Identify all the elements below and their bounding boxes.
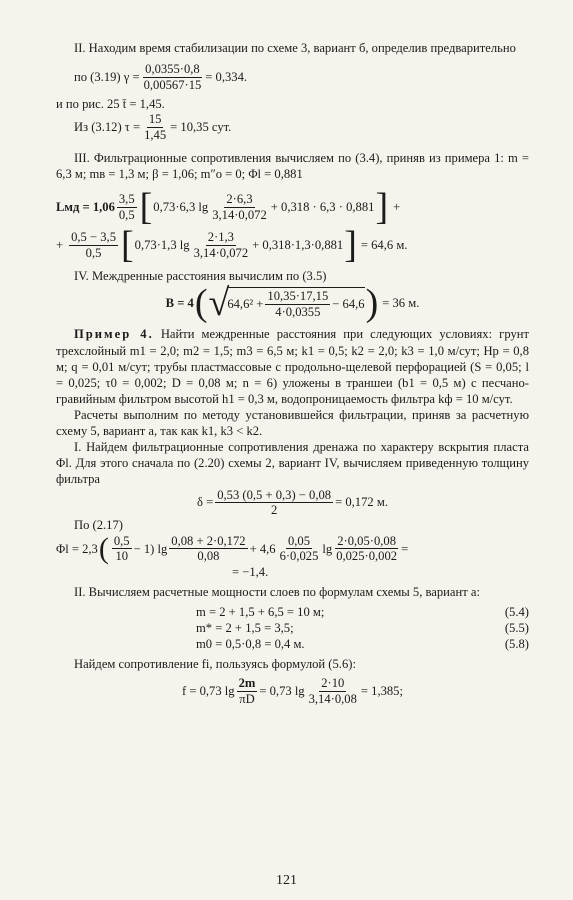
paragraph-resistance: I. Найдем фильтрационные сопротивления дренажа по характеру вскрытия пласта Φl. Для этого сначала по (2.20) схемы 2, вариант IV, вычисляем приведенную толщину фильтра bbox=[56, 440, 529, 487]
paragraph-stabilization: II. Находим время стабилизации по схеме 3, вариант б, определив предварительно bbox=[74, 41, 516, 55]
line-po-2-17: По (2.17) bbox=[74, 518, 123, 533]
paragraph-filtration: III. Фильтрационные сопротивления вычисляем по (3.4), приняв из примера 1: m = 6,3 м; mв = 1,3 м; β = 1,06; m″о = 0; Φl = 0,881 bbox=[56, 151, 529, 182]
equations-layers bbox=[56, 604, 529, 652]
line-figure-ref: и по рис. 25 t̄ = 1,45. bbox=[56, 97, 165, 112]
paragraph-layers: II. Вычисляем расчетные мощности слоев по формулам схемы 5, вариант а: bbox=[74, 584, 480, 599]
paragraph-method: Расчеты выполним по методу установившейся фильтрации, приняв за расчетную схему 5, вариант а, так как k1, k3 < k2. bbox=[56, 407, 529, 439]
page-number: 121 bbox=[276, 873, 297, 888]
equation-5-5: m* = 2 + 1,5 = 3,5; (5.5) bbox=[196, 620, 529, 635]
equation-gamma: по (3.19) γ = $\frac{0,0355\cdot 0,8}{0,00567\cdot 15}$ = 0,334. bbox=[74, 62, 248, 92]
equation-L-line1: Lмд = 1,06 $\frac{3,5}{0,5}$ [ 0,73·6,3 lg $\frac{2\cdot 6,3}{3,14\cdot 0,072}$ + 0,318 · 6,3 · 0,881 ] + bbox=[56, 186, 401, 229]
equation-B: B = 4 ( √ 64,6² + $\frac{10,35\cdot 17,15}{4\cdot 0,0355}$ − 64,6 ) = 36 м. bbox=[165, 282, 420, 325]
paragraph-example-4: Пример 4. Найти междренные расстояния при следующих условиях: грунт трехслойный m1 = 2,0; m2 = 1,5; m3 = 6,5 м; k1 = 0,5; k2 = 2,0; k3 = 1,0 м/сут; Hp = 0,8 м; q = 0,01 м/сут; трубы пластмассовые с продольно-щелевой перфорацией (S = 0,05; l = 0,025; τ0 = 0,002; D = 0,08 м; n = 6) уложены в траншеи (b1 = 0,5 м) с песчано-гравийным фильтром высотой h1 = 0,3 м, водопроницаемость фильтра kф = 10 м/сут. bbox=[56, 327, 529, 406]
equation-f: f = 0,73 lg $\frac{2m}{\pi D}$ = 0,73 lg $\frac{2\cdot 10}{3,14\cdot 0,08}$ = 1,385; bbox=[182, 676, 403, 706]
equation-5-8: m0 = 0,5·0,8 = 0,4 м. (5.8) bbox=[196, 637, 529, 651]
paragraph-interdrain: IV. Междренные расстояния вычислим по (3.5) bbox=[74, 269, 327, 284]
equation-5-4: m = 2 + 1,5 + 6,5 = 10 м; (5.4) bbox=[196, 604, 529, 619]
equation-delta: δ = $\frac{0,53 (0,5 + 0,3) - 0,08}{2}$ = 0,172 м. bbox=[197, 487, 388, 517]
equation-phi-result: = −1,4. bbox=[232, 564, 269, 579]
equation-L-line2: + $\frac{0,5 - 3,5}{0,5}$ [ 0,73·1,3 lg $\frac{2\cdot 1,3}{3,14\cdot 0,072}$ + 0,318·1,3·0,881 ] = 64,6 м. bbox=[56, 224, 408, 267]
equation-phi: Φl = 2,3 ( $\frac{0,5}{10}$ − 1) lg $\frac{0,08 + 2\cdot 0,172}{0,08}$ + 4,6 $\frac{0,05}{6\cdot 0,025}$ lg $\frac{2\cdot 0,05\cdot 0,08}{0,025\cdot 0,002}$ = bbox=[56, 531, 409, 565]
equation-tau: Из (3.12) τ = $\frac{15}{1,45}$ = 10,35 сут. bbox=[74, 112, 232, 142]
paragraph-resistance-f: Найдем сопротивление fi, пользуясь формулой (5.6): bbox=[74, 657, 356, 672]
